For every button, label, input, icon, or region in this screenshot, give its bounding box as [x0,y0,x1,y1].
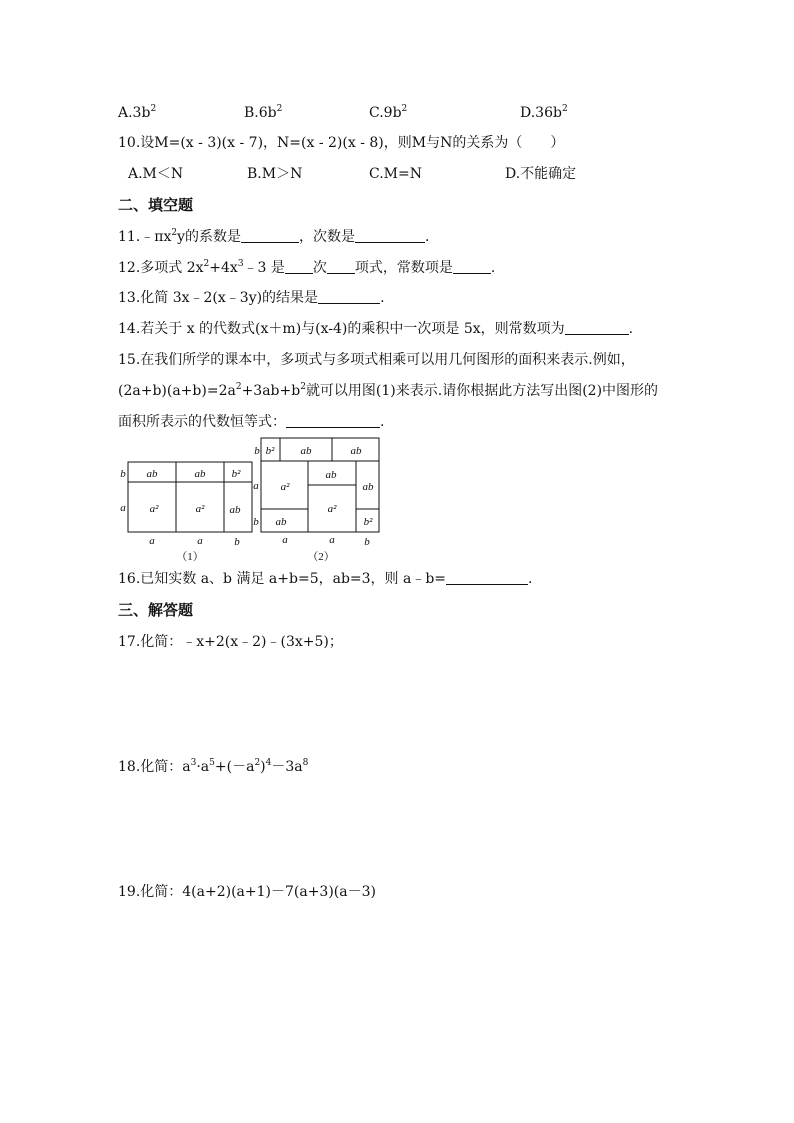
fig2-left-b-top: b [254,445,260,457]
q10-option-a: A.M＜N [128,166,184,182]
answer-blank[interactable] [285,259,313,274]
answer-blank[interactable] [453,259,491,274]
fig2-left-b-bottom: b [253,516,259,528]
fig1-cell-4: a² [149,503,159,515]
fig1-bottom-3: b [234,536,240,548]
answer-blank[interactable] [355,228,425,243]
question-19: 19.化简：4(a+2)(a+1)－7(a+3)(a－3) [118,884,376,900]
question-15-line-3: 面积所表示的代数恒等式： . [118,414,385,430]
fig2-cell-4: a² [280,481,290,493]
fig2-cell-3: ab [350,445,362,457]
fig1-cell-1: ab [146,468,158,480]
fig2-cell-6: ab [362,481,374,493]
fig1-bottom-2: a [197,535,203,547]
fig1-left-b: b [120,468,126,480]
question-13: 13.化简 3x﹣2(x﹣3y)的结果是 . [118,290,385,306]
question-18: 18.化简：$a^3\cdot a^5+(-a^2)^4-3a^8$ [118,758,309,775]
fig2-cell-5: ab [325,469,337,481]
fig2-cell-8: a² [327,503,337,515]
fig2-bottom-1: a [282,534,288,546]
fig2-cell-9: b² [363,516,373,528]
question-12: 12.多项式 $2x^2+4x^3﹣3$ 是 次 项式，常数项是 . [118,259,496,276]
fig2-cell-1: b² [265,445,275,457]
answer-blank[interactable] [318,289,380,304]
fig1-caption: （1） [176,551,204,563]
fig1-bottom-1: a [149,535,155,547]
question-17: 17.化简：﹣x+2(x﹣2)﹣(3x+5)； [118,634,343,650]
fig2-bottom-2: a [329,534,335,546]
question-14: 14.若关于 x 的代数式(x＋m)与(x-4)的乘积中一次项是 5x，则常数项为 . [118,321,634,337]
q10-stem: 10.设M=(x - 3)(x - 7)，N=(x - 2)(x - 8)，则M与N的关系为（ ） [118,135,565,151]
fig1-cell-6: ab [229,504,241,516]
fig1-cell-3: b² [231,468,241,480]
fig2-left-a: a [253,480,259,492]
question-15-line-1: 15.在我们所学的课本中，多项式与多项式相乘可以用几何图形的面积来表示.例如， [118,352,635,368]
q10-option-c: C.M=N [369,166,422,182]
q10-option-b: B.M＞N [247,166,303,182]
answer-blank[interactable] [446,570,528,585]
question-11: $11.﹣\pi x^2y$的系数是 ，次数是 . [118,228,430,245]
q9-option-c: $C.9b^2$ [369,104,408,121]
question-15-line-2: $(2a+b)(a+b)=2a^2+3ab+b^2$就可以用图(1)来表示.请你根据此方法写出图(2)中图形的 [118,382,659,399]
fig2-cell-7: ab [275,516,287,528]
fig2-bottom-3: b [364,536,370,548]
fig2-caption: （2） [307,551,335,563]
fig1-cell-2: ab [194,468,206,480]
section-heading-solve: 三、解答题 [118,601,194,619]
q10-option-d: D.不能确定 [505,166,577,182]
fig1-cell-5: a² [195,503,205,515]
answer-blank[interactable] [327,259,355,274]
q9-option-b: $B.6b^2$ [244,104,283,121]
question-16: 16.已知实数 a、b 满足 a+b=5，ab=3，则 a﹣b= . [118,571,533,587]
section-heading-fill-in: 二、填空题 [118,196,194,214]
fig1-left-a: a [120,502,126,514]
answer-blank[interactable] [241,228,299,243]
q9-option-d: $D.36b^2$ [520,104,568,121]
q9-option-a: $A.3b^2$ [118,104,157,121]
area-model-figure [110,434,390,566]
fig2-cell-2: ab [300,445,312,457]
answer-blank[interactable] [286,413,380,428]
answer-blank[interactable] [565,320,629,335]
